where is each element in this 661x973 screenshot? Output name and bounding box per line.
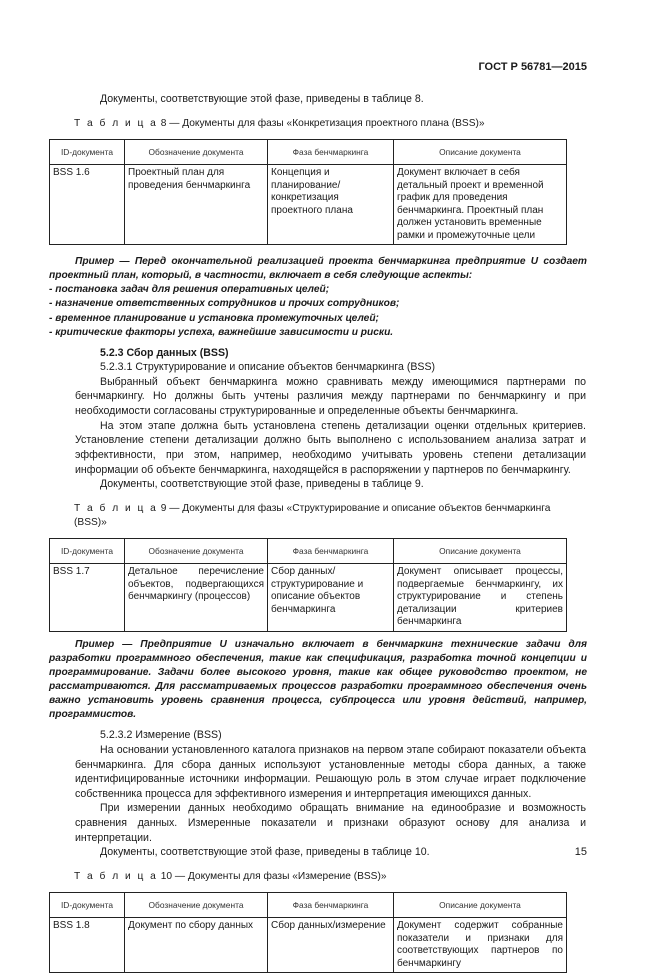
page-number: 15 <box>574 846 587 858</box>
col-header-description: Описание документа <box>394 538 567 564</box>
table10-intro: Документы, соответствующие этой фазе, приведены в таблице 10. <box>100 846 430 859</box>
table-header-row <box>50 538 567 564</box>
cell-description: Документ включает в себя детальный проект и временной график для проведения бенчмаркинга. Проектный план должен установить временные рамки и промежуточные цели <box>394 165 567 245</box>
table9-intro: Документы, соответствующие этой фазе, приведены в таблице 9. <box>100 478 424 491</box>
table8-caption: Т а б л и ц а 8 — Документы для фазы «Конкретизация проектного плана (BSS)» <box>74 117 485 129</box>
col-header-id: ID-документа <box>50 139 125 165</box>
example-1-item: - постановка задач для решения оперативных целей; <box>49 284 330 296</box>
cell-id: BSS 1.7 <box>50 564 125 632</box>
col-header-description: Описание документа <box>394 892 567 918</box>
col-header-designation: Обозначение документа <box>125 139 268 165</box>
table-header-row <box>50 892 567 918</box>
standard-header: ГОСТ Р 56781—2015 <box>478 61 587 73</box>
example-1-item: - критические факторы успеха, важнейшие зависимости и риски. <box>49 326 394 338</box>
paragraph: Выбранный объект бенчмаркинга можно сравнивать между имеющимися партнерами по бенчмаркингу. Но должны быть учтены различия между партнерами по бенчмаркингу и при необходимости согласованы структурированные и определенные объекты бенчмаркинга. <box>75 375 586 418</box>
example-1: Пример — Перед окончательной реализацией проекта бенчмаркинга предприятие U создает проектный план, который, в частности, включает в себя следующие аспекты: <box>49 256 587 282</box>
col-header-phase: Фаза бенчмаркинга <box>268 139 394 165</box>
cell-id: BSS 1.6 <box>50 165 125 245</box>
cell-designation: Детальное перечисление объектов, подвергающихся бенчмаркингу (процессов) <box>125 564 268 632</box>
table-8 <box>49 139 567 246</box>
table-header-row <box>50 139 567 165</box>
paragraph: На этом этапе должна быть установлена степень детализации оценки отдельных критериев. Установление степени детализации должно быть выполнено с использованием анализа затрат и эффективности, при этом, например, необходимо учитывать уровень степени детализации информации об объекте бенчмаркинга, находящейся в распоряжении у партнеров по бенчмаркингу. <box>75 419 586 476</box>
paragraph: При измерении данных необходимо обращать внимание на единообразие и возможность сравнения данных. Измеренные показатели и признаки образуют основу для анализа и интерпретации. <box>75 802 586 844</box>
col-header-phase: Фаза бенчмаркинга <box>268 538 394 564</box>
table8-intro: Документы, соответствующие этой фазе, приведены в таблице 8. <box>100 93 424 105</box>
page-content <box>49 92 587 973</box>
table-10 <box>49 892 567 973</box>
col-header-designation: Обозначение документа <box>125 538 268 564</box>
cell-description: Документ содержит собранные показатели и признаки для соответствующих партнеров по бенчмаркингу <box>394 918 567 973</box>
table9-caption: Т а б л и ц а 9 — Документы для фазы «Структурирование и описание объектов бенчмаркинга (BSS)» <box>74 502 551 528</box>
section-heading-5-2-3: 5.2.3 Сбор данных (BSS) <box>100 346 229 359</box>
table-9 <box>49 538 567 632</box>
cell-designation: Проектный план для проведения бенчмаркинга <box>125 165 268 245</box>
table-row <box>50 918 567 973</box>
paragraph: На основании установленного каталога признаков на первом этапе собирают показатели объекта бенчмаркинга. Для сбора данных используют установленные методы сбора данных, а также идентифицированные источники информации. Решающую роль в этом случае играет подключение собственника процесса для эффективного измерения и интерпретация имеющихся данных. <box>75 743 586 800</box>
col-header-description: Описание документа <box>394 139 567 165</box>
cell-phase: Концепция и планирование/конкретизация проектного плана <box>268 165 394 245</box>
cell-id: BSS 1.8 <box>50 918 125 973</box>
example-1-item: - назначение ответственных сотрудников и прочих сотрудников; <box>49 298 400 310</box>
example-1-item: - временное планирование и установка промежуточных целей; <box>49 312 379 324</box>
cell-designation: Документ по сбору данных <box>125 918 268 973</box>
col-header-designation: Обозначение документа <box>125 892 268 918</box>
col-header-id: ID-документа <box>50 892 125 918</box>
example-2: Пример — Предприятие U изначально включает в бенчмаркинг технические задачи для разработки программного обеспечения, такие как спецификация, разработка точной концепции и программирование. Задачи более высокого уровня, такие как общее руководство проектом, не рассматриваются. Для рассматриваемых процессов разработки программного обеспечения очень важно установить уровень сравнения процесса, субпроцесса или уровня действий, например, программистов. <box>49 638 587 721</box>
col-header-id: ID-документа <box>50 538 125 564</box>
col-header-phase: Фаза бенчмаркинга <box>268 892 394 918</box>
table10-caption: Т а б л и ц а 10 — Документы для фазы «Измерение (BSS)» <box>74 870 387 882</box>
section-heading-5-2-3-2: 5.2.3.2 Измерение (BSS) <box>100 729 222 742</box>
cell-phase: Сбор данных/измерение <box>268 918 394 973</box>
cell-description: Документ описывает процессы, подвергаемые бенчмаркингу, их структурирование и степень детализации критериев бенчмаркинга <box>394 564 567 632</box>
table-row <box>50 165 567 245</box>
cell-phase: Сбор данных/структурирование и описание объектов бенчмаркинга <box>268 564 394 632</box>
section-heading-5-2-3-1: 5.2.3.1 Структурирование и описание объектов бенчмаркинга (BSS) <box>100 361 436 374</box>
table-row <box>50 564 567 632</box>
